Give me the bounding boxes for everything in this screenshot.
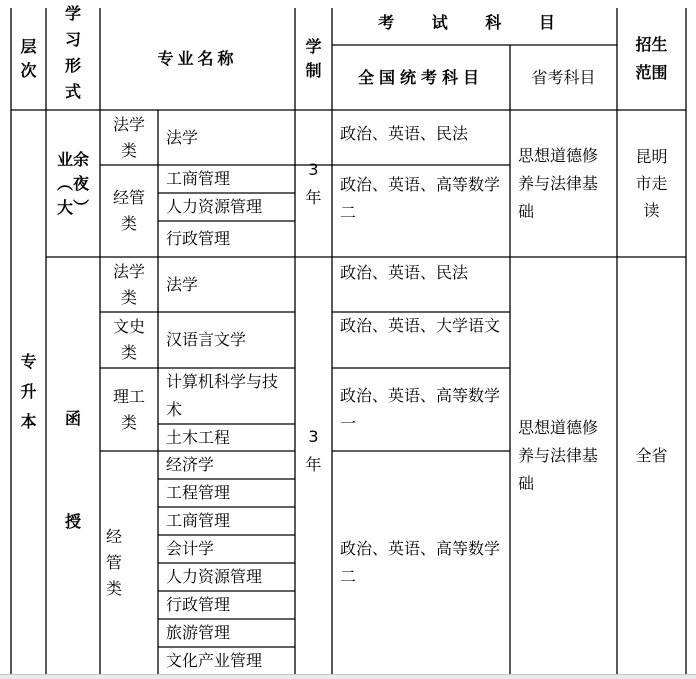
exam-cell: 政治、英语、民法 (340, 263, 469, 282)
category-cell (100, 110, 158, 165)
enroll-scope-cell (617, 110, 686, 257)
major-cell: 文化产业管理 (166, 650, 263, 670)
category-cell (100, 165, 158, 257)
major-cell: 会计学 (166, 539, 215, 558)
enroll-scope-cell: 全省 (635, 445, 668, 465)
major-cell: 旅游管理 (166, 623, 231, 642)
category-cell (100, 257, 158, 312)
exam-cell: 政治、英语、高等数学二 (340, 175, 501, 222)
study-form-char: 函 (64, 408, 81, 428)
header-enroll-scope-text: 招生范围 (635, 35, 668, 82)
study-form-correspondence (46, 257, 100, 674)
header-enroll-scope (617, 8, 686, 110)
header-provincial-exam: 省考科目 (531, 67, 596, 87)
duration-text: 3年 (305, 426, 322, 474)
major-cell: 工程管理 (166, 483, 231, 502)
horizontal-scrollbar[interactable] (0, 674, 696, 679)
header-major-name: 专业名称 (157, 49, 238, 68)
category-name: 经管类 (106, 526, 135, 598)
study-form-night (46, 110, 100, 257)
provincial-exam-cell: 思想道德修养与法律基础 (518, 145, 599, 221)
study-form-char: 授 (64, 512, 81, 532)
category-name: 经管类 (112, 188, 145, 233)
major-cell: 人力资源管理 (166, 197, 263, 216)
major-cell: 行政管理 (166, 595, 231, 614)
category-cell (100, 451, 158, 674)
header-level-text: 层次 (20, 37, 37, 80)
category-name: 法学类 (112, 261, 145, 307)
major-cell: 经济学 (166, 455, 215, 474)
header-study-form (46, 0, 100, 110)
major-cell: 法学 (166, 127, 199, 147)
header-exam-subjects: 考 试 科 目 (378, 12, 571, 32)
header-national-exam: 全国统考科目 (357, 67, 484, 87)
major-cell: 人力资源管理 (166, 567, 263, 586)
major-cell: 汉语言文学 (166, 330, 247, 349)
exam-cell: 政治、英语、大学语文 (340, 316, 501, 335)
major-cell: 法学 (166, 274, 199, 294)
level-cell (11, 110, 46, 674)
major-cell: 工商管理 (166, 169, 231, 188)
level-text: 专升本 (20, 352, 37, 431)
duration-cell (295, 110, 332, 257)
enroll-scope-text: 昆明市走读 (635, 147, 668, 220)
category-cell (100, 312, 158, 368)
exam-cell: 政治、英语、高等数学一 (340, 385, 501, 433)
header-duration (295, 8, 332, 110)
major-cell: 土木工程 (166, 427, 231, 447)
header-duration-text: 学制 (305, 37, 322, 80)
category-name: 法学类 (112, 114, 145, 160)
exam-cell: 政治、英语、民法 (340, 124, 469, 143)
duration-cell (295, 257, 332, 674)
major-cell: 计算机科学与技术 (166, 372, 279, 419)
major-cell: 行政管理 (166, 229, 231, 248)
category-cell (100, 368, 158, 451)
header-level (11, 8, 46, 110)
exam-cell: 政治、英语、高等数学二 (340, 538, 501, 586)
duration-text: 3年 (305, 159, 322, 207)
provincial-exam-cell: 思想道德修养与法律基础 (518, 417, 599, 493)
header-study-form-text: 学习形式 (64, 4, 81, 101)
study-form-night-text: 业余︵夜大︶ (56, 149, 89, 217)
category-name: 理工类 (112, 386, 145, 432)
category-name: 文史类 (112, 317, 145, 362)
major-cell: 工商管理 (166, 511, 231, 530)
